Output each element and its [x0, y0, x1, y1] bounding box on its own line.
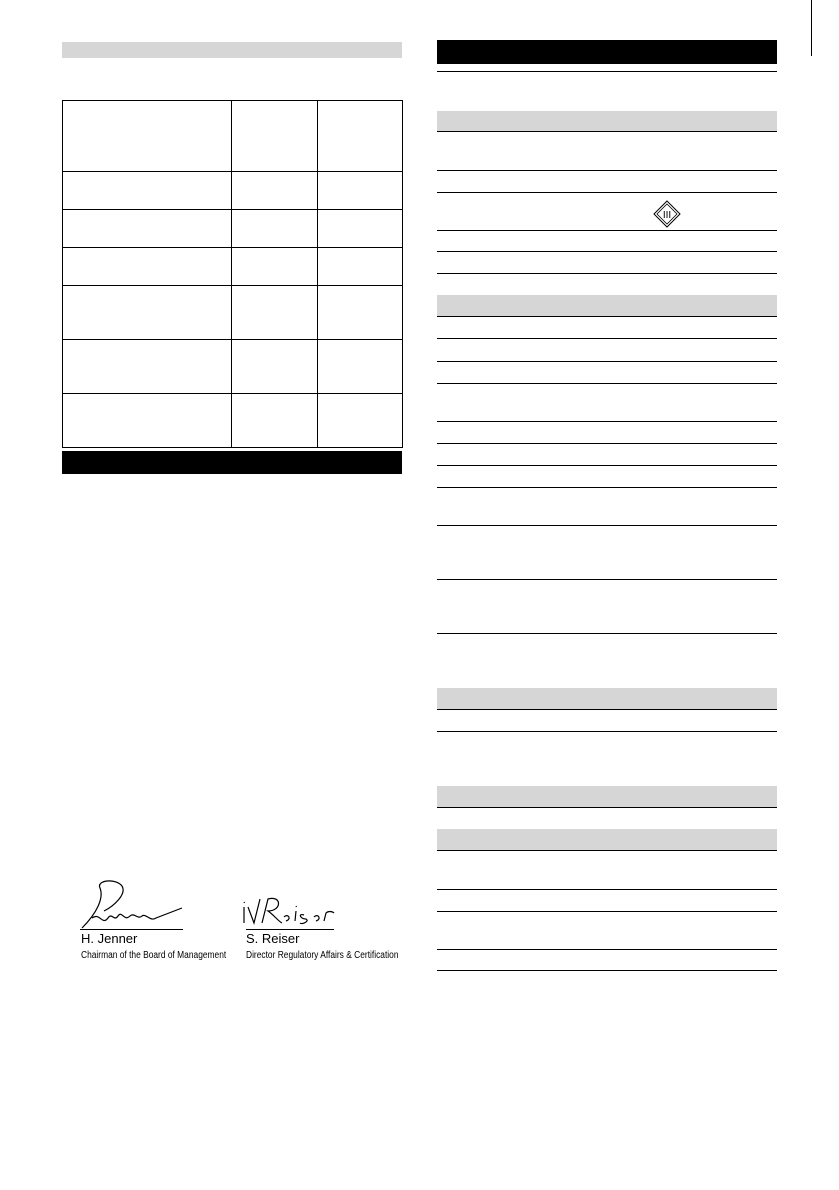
table-header-row: [63, 101, 403, 172]
section-header-bar: [62, 42, 402, 58]
table-row: [63, 248, 403, 286]
table-rule: [437, 251, 777, 252]
table-rule: [437, 71, 777, 72]
signatory-name: H. Jenner: [81, 931, 138, 946]
table-rule: [437, 421, 777, 422]
signature-line: [80, 929, 183, 930]
data-table: [62, 100, 403, 448]
signatory-name: S. Reiser: [246, 931, 300, 946]
table-group-header: [437, 688, 777, 709]
table-rule: [437, 170, 777, 171]
table-row: [63, 286, 403, 340]
table-rule: [437, 850, 777, 851]
table-row: [63, 340, 403, 394]
table-rule: [437, 579, 777, 580]
table-group-header: [437, 295, 777, 316]
table-rule: [437, 316, 777, 317]
table-rule: [437, 443, 777, 444]
table-group-header: [437, 829, 777, 850]
table-rule: [437, 633, 777, 634]
signatory-title: Director Regulatory Affairs & Certification: [246, 950, 399, 961]
table-rule: [437, 465, 777, 466]
table-rule: [437, 338, 777, 339]
table-rule: [437, 230, 777, 231]
table-group-header: [437, 111, 777, 131]
table-rule: [437, 131, 777, 132]
table-row: [63, 210, 403, 248]
table-rule: [437, 709, 777, 710]
table-rule: [437, 807, 777, 808]
signature-line: [246, 929, 334, 930]
table-row: [63, 394, 403, 448]
table-rule: [437, 192, 777, 193]
crop-mark: [811, 0, 812, 56]
protection-class-label: III: [662, 210, 672, 221]
table-rule: [437, 525, 777, 526]
table-rule: [437, 970, 777, 971]
signatory-title: Chairman of the Board of Management: [81, 950, 227, 961]
table-rule: [437, 731, 777, 732]
table-rule: [437, 889, 777, 890]
table-rule: [437, 911, 777, 912]
table-rule: [437, 383, 777, 384]
section-header-bar-dark: [62, 451, 402, 474]
table-rule: [437, 487, 777, 488]
protection-class-icon: [653, 200, 681, 228]
table-rule: [437, 949, 777, 950]
table-group-header: [437, 786, 777, 807]
table-rule: [437, 361, 777, 362]
table-row: [63, 172, 403, 210]
signature-reiser-image: [238, 893, 338, 931]
section-header-bar-dark: [437, 40, 777, 64]
table-rule: [437, 273, 777, 274]
